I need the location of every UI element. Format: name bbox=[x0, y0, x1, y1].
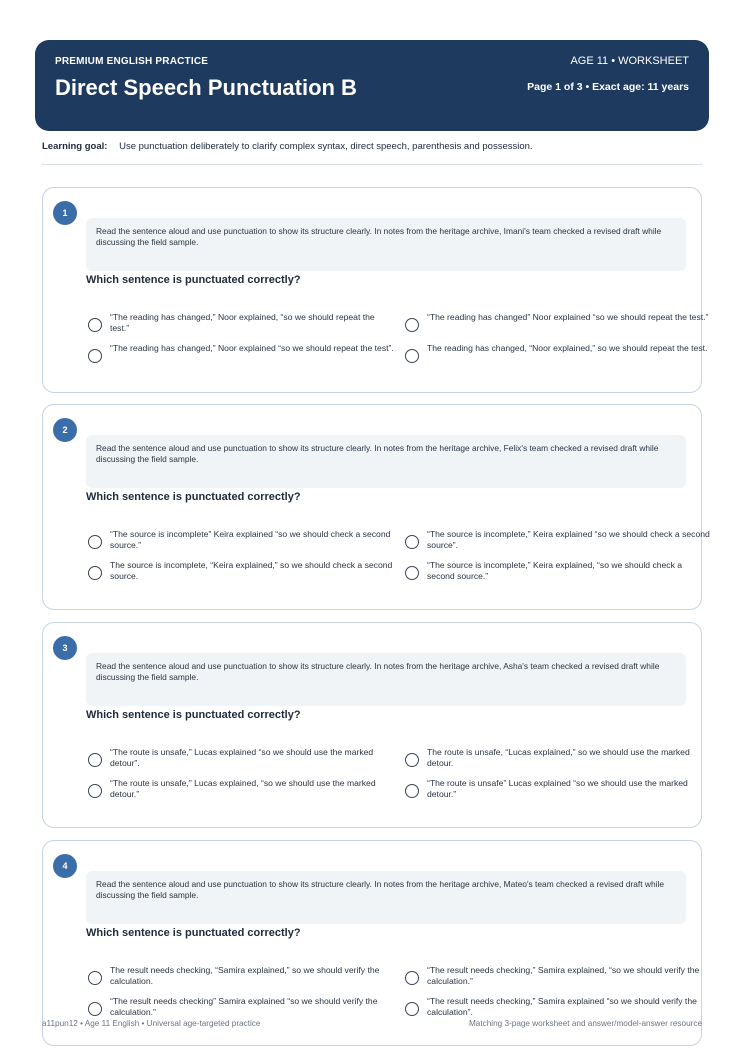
answer-option-text: “The reading has changed,” Noor explained, “so we should repeat the test.” bbox=[110, 312, 375, 333]
learning-goal-label: Learning goal: bbox=[42, 141, 108, 152]
question-prompt: Read the sentence aloud and use punctuation to show its structure clearly. In notes from the heritage archive, Asha's team checked a revised draft while discussing the field sample. bbox=[86, 653, 686, 706]
radio-button[interactable] bbox=[405, 784, 419, 798]
page-title: Direct Speech Punctuation B bbox=[55, 75, 357, 100]
radio-button[interactable] bbox=[405, 566, 419, 580]
question-prompt: Read the sentence aloud and use punctuation to show its structure clearly. In notes from the heritage archive, Felix's team checked a revised draft while discussing the field sample. bbox=[86, 435, 686, 488]
answer-option-text: “The source is incomplete,” Keira explained “so we should check a second source”. bbox=[427, 529, 710, 550]
answer-option[interactable] bbox=[88, 529, 393, 555]
question-card bbox=[42, 187, 709, 393]
footer-code: a11pun12 • Age 11 English • Universal age-targeted practice bbox=[42, 1019, 261, 1028]
answer-option-text: “The route is unsafe” Lucas explained “so we should use the marked detour.” bbox=[427, 778, 688, 799]
question-number: 4 bbox=[53, 854, 77, 878]
divider bbox=[42, 164, 702, 165]
radio-button[interactable] bbox=[88, 318, 102, 332]
question-text: Which sentence is punctuated correctly? bbox=[86, 709, 301, 721]
answer-option-text: The source is incomplete, “Keira explained,” so we should check a second source. bbox=[110, 560, 393, 581]
answer-option-text: The route is unsafe, “Lucas explained,” so we should use the marked detour. bbox=[427, 747, 690, 768]
worksheet-meta-page: Page 1 of 3 • Exact age: 11 years bbox=[527, 81, 689, 93]
radio-button[interactable] bbox=[405, 971, 419, 985]
worksheet-meta-age: AGE 11 • WORKSHEET bbox=[570, 55, 689, 67]
answer-option-text: “The route is unsafe,” Lucas explained “so we should use the marked detour”. bbox=[110, 747, 374, 768]
worksheet-header bbox=[35, 40, 709, 131]
answer-option[interactable] bbox=[88, 560, 393, 586]
radio-button[interactable] bbox=[88, 535, 102, 549]
answer-option-text: “The reading has changed,” Noor explained “so we should repeat the test”. bbox=[110, 343, 394, 353]
answer-option[interactable] bbox=[405, 343, 710, 369]
answer-option[interactable] bbox=[405, 747, 710, 773]
answer-option-text: “The result needs checking” Samira explained “so we should verify the calculation.” bbox=[110, 996, 378, 1017]
question-number: 2 bbox=[53, 418, 77, 442]
question-number: 1 bbox=[53, 201, 77, 225]
answer-option-text: The reading has changed, “Noor explained,” so we should repeat the test. bbox=[427, 343, 708, 353]
answer-option[interactable] bbox=[405, 312, 710, 338]
answer-option-text: “The source is incomplete” Keira explained “so we should check a second source.” bbox=[110, 529, 391, 550]
footer-note: Matching 3-page worksheet and answer/model-answer resource bbox=[468, 1019, 702, 1028]
question-card bbox=[42, 840, 702, 1046]
answer-option[interactable] bbox=[405, 965, 710, 991]
radio-button[interactable] bbox=[405, 318, 419, 332]
answer-option-text: The result needs checking, “Samira explained,” so we should verify the calculation. bbox=[110, 965, 380, 986]
answer-option[interactable] bbox=[88, 965, 393, 991]
answer-option[interactable] bbox=[405, 529, 710, 555]
question-prompt: Read the sentence aloud and use punctuation to show its structure clearly. In notes from the heritage archive, Mateo's team checked a revised draft while discussing the field sample. bbox=[86, 871, 686, 924]
question-card bbox=[42, 622, 702, 828]
question-prompt: Read the sentence aloud and use punctuation to show its structure clearly. In notes from the heritage archive, Imani's team checked a revised draft while discussing the field sample. bbox=[86, 218, 686, 271]
answer-option-text: “The result needs checking,” Samira explained “so we should verify the calculation”. bbox=[427, 996, 697, 1017]
question-text: Which sentence is punctuated correctly? bbox=[86, 491, 301, 503]
answer-option-text: “The route is unsafe,” Lucas explained, “so we should use the marked detour.” bbox=[110, 778, 376, 799]
answer-option-text: “The reading has changed” Noor explained “so we should repeat the test.” bbox=[427, 312, 709, 322]
answer-option[interactable] bbox=[405, 778, 710, 804]
answer-option[interactable] bbox=[88, 343, 393, 369]
radio-button[interactable] bbox=[88, 753, 102, 767]
brand-label: PREMIUM ENGLISH PRACTICE bbox=[55, 56, 209, 67]
question-number: 3 bbox=[53, 636, 77, 660]
radio-button[interactable] bbox=[405, 753, 419, 767]
radio-button[interactable] bbox=[88, 566, 102, 580]
answer-option[interactable] bbox=[88, 312, 393, 338]
answer-option[interactable] bbox=[88, 778, 393, 804]
learning-goal bbox=[42, 141, 533, 152]
answer-option-text: “The result needs checking,” Samira explained, “so we should verify the calculation.” bbox=[427, 965, 700, 986]
radio-button[interactable] bbox=[405, 1002, 419, 1016]
question-card bbox=[42, 404, 710, 610]
radio-button[interactable] bbox=[405, 349, 419, 363]
radio-button[interactable] bbox=[88, 971, 102, 985]
question-text: Which sentence is punctuated correctly? bbox=[86, 274, 301, 286]
answer-option[interactable] bbox=[88, 747, 393, 773]
radio-button[interactable] bbox=[405, 535, 419, 549]
answer-option-text: “The source is incomplete,” Keira explained, “so we should check a second source.” bbox=[427, 560, 683, 581]
radio-button[interactable] bbox=[88, 1002, 102, 1016]
answer-option[interactable] bbox=[405, 560, 710, 586]
learning-goal-text: Use punctuation deliberately to clarify complex syntax, direct speech, parenthesis and possession. bbox=[119, 141, 533, 152]
radio-button[interactable] bbox=[88, 784, 102, 798]
question-text: Which sentence is punctuated correctly? bbox=[86, 927, 301, 939]
radio-button[interactable] bbox=[88, 349, 102, 363]
